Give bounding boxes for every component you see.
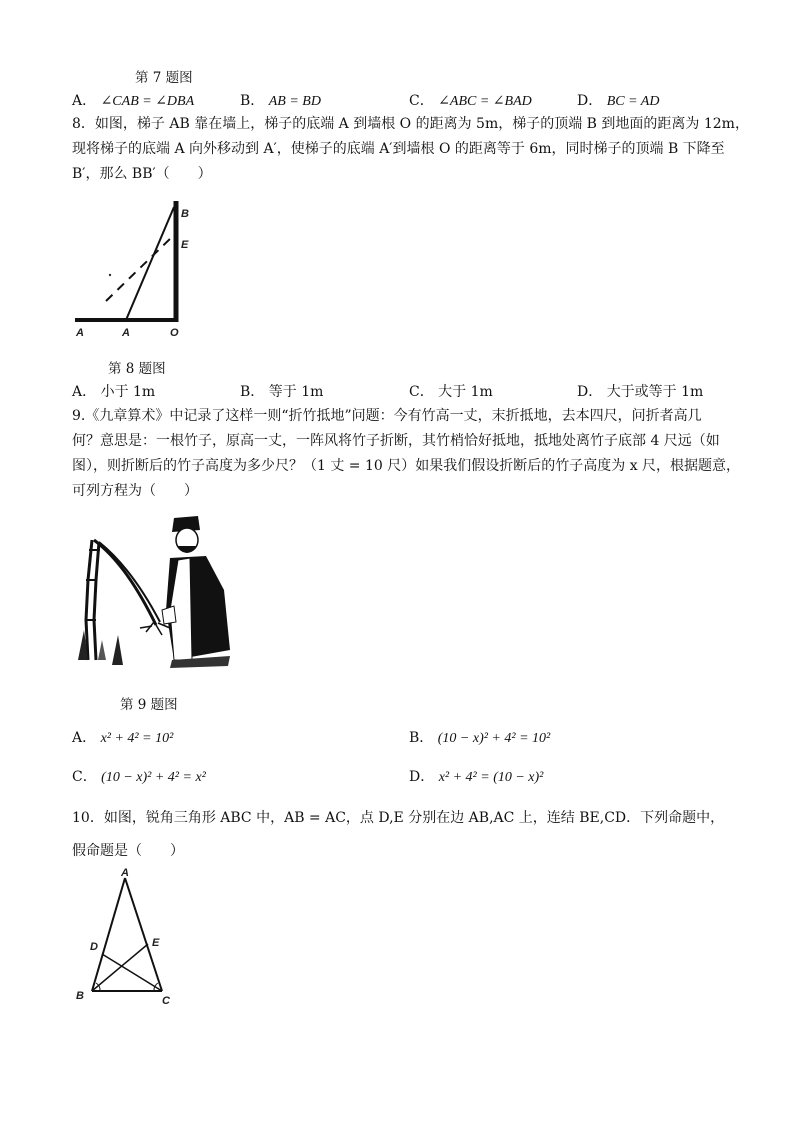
option-text: BC = AD <box>606 94 660 109</box>
option-key: B． <box>240 93 265 109</box>
q9-option-c[interactable] <box>72 766 206 786</box>
q8-line-1: 8．如图，梯子 AB 靠在墙上，梯子的底端 A 到墙根 O 的距离为 5m，梯子的顶端 B 到地面的距离为 12m， <box>72 116 749 132</box>
bamboo-stalk <box>85 540 170 660</box>
option-key: C． <box>409 93 434 109</box>
side-ab <box>92 878 125 991</box>
option-text: x² + 4² = 10² <box>100 731 174 746</box>
q7-option-a[interactable] <box>72 90 194 110</box>
q7-option-b[interactable] <box>240 90 321 110</box>
q8-ladder-figure <box>70 195 205 345</box>
option-key: A． <box>72 384 97 400</box>
q7-option-d[interactable] <box>577 90 659 110</box>
q8-option-c[interactable] <box>409 381 493 401</box>
q7-option-c[interactable] <box>409 90 532 110</box>
option-key: D． <box>577 93 603 109</box>
q9-line-3: 图），则折断后的竹子高度为多少尺？（1 丈 = 10 尺）如果我们假设折断后的竹子高度为 x 尺，根据题意， <box>72 458 741 474</box>
q8-line-2: 现将梯子的底端 A 向外移动到 A′，使梯子的底端 A′到墙根 O 的距离等于 6m，同时梯子的顶端 B 下降至 <box>72 141 725 157</box>
option-text: 大于或等于 1m <box>606 384 704 400</box>
side-ac <box>125 878 162 991</box>
option-text: (10 − x)² + 4² = x² <box>101 770 206 785</box>
option-text: 大于 1m <box>438 384 493 400</box>
segment-cd <box>102 954 162 991</box>
q7-caption: 第 7 题图 <box>135 70 193 86</box>
label-d: D <box>90 941 98 953</box>
option-text: x² + 4² = (10 − x)² <box>438 770 544 785</box>
option-key: C． <box>72 769 97 785</box>
q9-option-d[interactable] <box>409 766 543 786</box>
label-a: A <box>121 867 129 879</box>
dot-mark <box>109 274 111 276</box>
q8-option-d[interactable] <box>577 381 703 401</box>
option-key: D． <box>409 769 435 785</box>
option-text: AB = BD <box>268 94 321 109</box>
q9-caption: 第 9 题图 <box>120 697 178 713</box>
option-text: ∠CAB = ∠DBA <box>100 94 195 109</box>
q9-bamboo-illustration <box>74 510 239 670</box>
label-e: E <box>152 937 160 949</box>
q8-caption: 第 8 题图 <box>108 361 166 377</box>
q9-option-b[interactable] <box>409 727 550 747</box>
option-key: B． <box>240 384 265 400</box>
option-key: D． <box>577 384 603 400</box>
option-key: B． <box>409 730 434 746</box>
label-c: C <box>162 995 170 1007</box>
ladder-ab <box>126 207 174 320</box>
q10-line-2: 假命题是（ ） <box>72 843 184 859</box>
q9-line-2: 何？意思是：一根竹子，原高一丈，一阵风将竹子折断，其竹梢恰好抵地，抵地处离竹子底部 4 尺远（如 <box>72 433 720 449</box>
bamboo-shoots <box>78 630 123 665</box>
q8-option-b[interactable] <box>240 381 323 401</box>
option-key: A． <box>72 730 97 746</box>
ladder-dashed <box>106 235 174 301</box>
label-b: B <box>76 990 84 1002</box>
q9-line-1: 9.《九章算术》中记录了这样一则“折竹抵地”问题：今有竹高一丈，末折抵地，去本四尺，问折者高几 <box>72 408 702 424</box>
label-b: B <box>181 208 189 220</box>
label-a-prime: A <box>76 327 84 339</box>
segment-be <box>92 944 148 991</box>
scholar-figure <box>162 516 230 668</box>
q8-option-a[interactable] <box>72 381 155 401</box>
option-text: (10 − x)² + 4² = 10² <box>437 731 551 746</box>
option-text: 小于 1m <box>100 384 156 400</box>
q10-line-1: 10．如图，锐角三角形 ABC 中，AB = AC，点 D,E 分别在边 AB,AC 上，连结 BE,CD．下列命题中， <box>72 810 725 826</box>
label-e: E <box>181 239 189 251</box>
label-o: O <box>170 327 179 339</box>
q10-triangle-figure <box>70 866 180 1006</box>
option-key: A． <box>72 93 97 109</box>
label-a: A <box>122 327 130 339</box>
q8-line-3: B′，那么 BB′（ ） <box>72 166 212 182</box>
option-text: 等于 1m <box>268 384 324 400</box>
option-text: ∠ABC = ∠BAD <box>438 94 532 109</box>
q9-option-a[interactable] <box>72 727 173 747</box>
q9-line-4: 可列方程为（ ） <box>72 483 198 499</box>
option-key: C． <box>409 384 434 400</box>
